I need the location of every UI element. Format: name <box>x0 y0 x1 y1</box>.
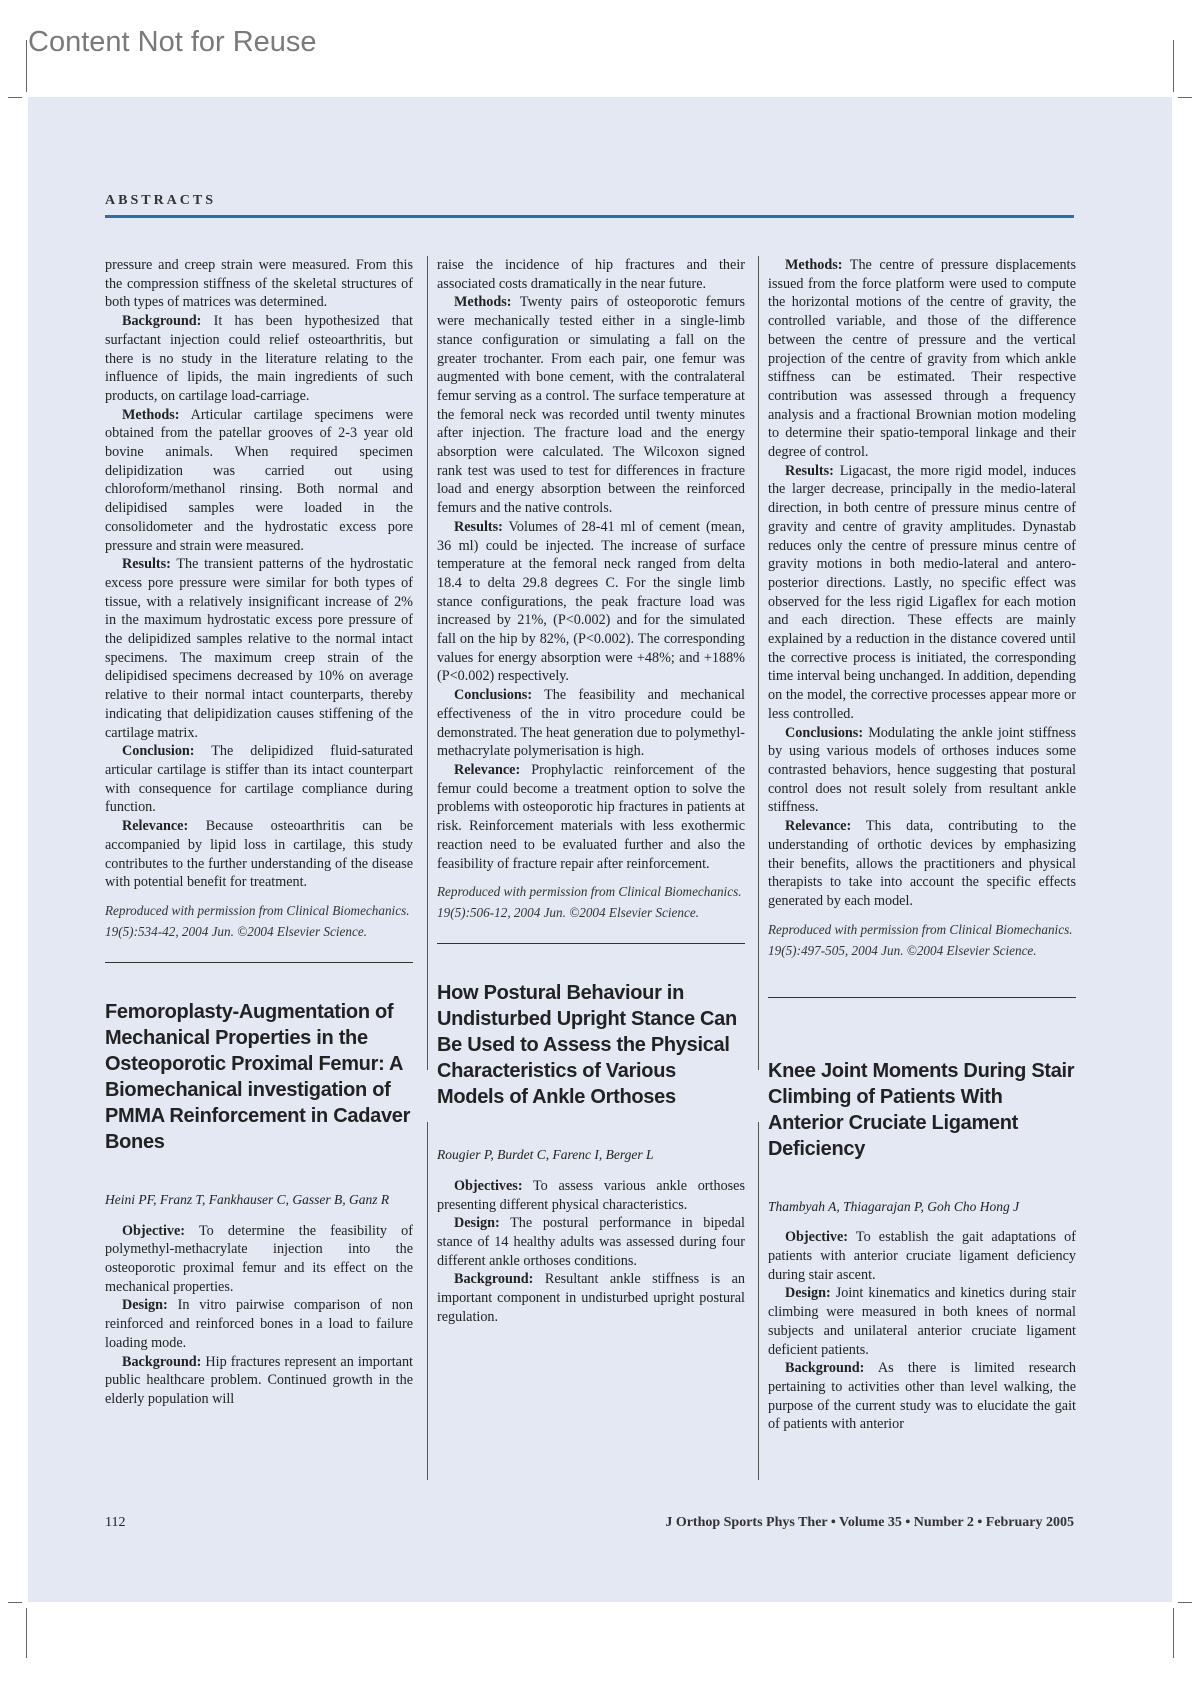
crop-mark <box>26 40 27 92</box>
paragraph: Background: Resultant ankle stiffness is an important component in undisturbed upright postural regulation. <box>437 1271 745 1325</box>
article-title: Knee Joint Moments During Stair Climbing of Patients With Anterior Cruciate Ligament Deficiency <box>768 1059 1075 1160</box>
paragraph: raise the incidence of hip fractures and their associated costs dramatically in the near future. <box>437 257 745 292</box>
paragraph: Methods: Articular cartilage specimens were obtained from the patellar grooves of 2-3 year old bovine animals. When required specimen delipidization was carried out using chloroform/methanol rinsing. Both normal and delipidised samples were loaded in the consolidometer and the hydrostatic excess pore pressure and strain were measured. <box>105 406 413 554</box>
column-divider <box>758 1122 759 1480</box>
paragraph: Design: In vitro pairwise comparison of non reinforced and reinforced bones in a load to failure loading mode. <box>105 1297 413 1351</box>
authors: Rougier P, Burdet C, Farenc I, Berger L <box>437 1147 654 1163</box>
authors: Heini PF, Franz T, Fankhauser C, Gasser B, Ganz R <box>105 1191 390 1207</box>
paragraph: Results: The transient patterns of the hydrostatic excess pore pressure were similar for both types of tissue, with a relatively insignificant increase of 2% in the maximum hydrostatic excess pore pressure of the delipidized samples relative to the normal intact specimens. The maximum creep strain of the delipidised specimens decreased by 10% on average relative to their normal intact counterparts, thereby indicating that delipidization causes stiffening of the cartilage matrix. <box>105 556 413 741</box>
crop-mark <box>1178 1602 1192 1603</box>
paragraph: Background: Hip fractures represent an important public healthcare problem. Continued growth in the elderly population will <box>105 1353 413 1407</box>
paragraph: Conclusions: Modulating the ankle joint stiffness by using various models of orthoses induces some contrasted behaviors, hence suggesting that postural control does not result solely from resultant ankle stiffness. <box>768 724 1076 816</box>
crop-mark <box>8 97 22 98</box>
authors: Thambyah A, Thiagarajan P, Goh Cho Hong J <box>768 1198 1020 1214</box>
journal-citation: J Orthop Sports Phys Ther • Volume 35 • Number 2 • February 2005 <box>665 1515 1074 1530</box>
crop-mark <box>1173 40 1174 92</box>
paragraph: Results: Ligacast, the more rigid model, induces the larger decrease, principally in the medio-lateral direction, in both centre of pressure minus centre of gravity and centre of gravity amplitudes. Dynastab reduces only the centre of pressure minus centre of gravity motions in both medio-lateral and antero-posterior directions. Lastly, no specific effect was observed for the less rigid Ligaflex for each motion and each direction. These effects are mainly explained by a reduction in the distance covered until the corrective process is initiated, the corresponding time interval being unchanged. In addition, depending on the model, the corrective processes appear more or less controlled. <box>768 462 1076 722</box>
paragraph: Relevance: Prophylactic reinforcement of the femur could become a treatment option to solve the problems with osteoporotic hip fractures in patients at risk. Reinforcement materials with less exothermic reaction need to be evaluated further and also the feasibility of fracture repair after reinforcement. <box>437 761 745 872</box>
credit-line: Reproduced with permission from Clinical Biomechanics. 19(5):506-12, 2004 Jun. ©2004 Elsevier Science. <box>437 884 742 921</box>
paragraph: Relevance: This data, contributing to the understanding of orthotic devices by emphasizing their benefits, allows the practitioners and physical therapists to take into account the specific effects generated by each model. <box>768 818 1076 909</box>
paragraph: Design: The postural performance in bipedal stance of 14 healthy adults was assessed during four different ankle orthoses conditions. <box>437 1215 745 1269</box>
header-rule <box>105 215 1074 218</box>
column-divider <box>758 256 759 1070</box>
divider <box>437 943 745 944</box>
crop-mark <box>26 1608 27 1658</box>
article-title: Femoroplasty-Augmentation of Mechanical Properties in the Osteoporotic Proximal Femur: A Biomechanical investigation of PMMA Reinforcement in Cadaver Bones <box>105 1000 411 1153</box>
paragraph: Conclusions: The feasibility and mechanical effectiveness of the in vitro procedure could be demonstrated. The heat generation due to polymethyl-methacrylate polymerisation is high. <box>437 687 745 760</box>
paragraph: Conclusion: The delipidized fluid-saturated articular cartilage is stiffer than its intact counterpart with consequence for cartilage compliance during function. <box>105 743 413 816</box>
paragraph: Objective: To establish the gait adaptations of patients with anterior cruciate ligament deficiency during stair ascent. <box>768 1229 1076 1283</box>
crop-mark <box>8 1602 22 1603</box>
watermark: Content Not for Reuse <box>28 26 317 58</box>
paragraph: pressure and creep strain were measured. From this the compression stiffness of the skeletal structures of both types of matrices was determined. <box>105 257 413 311</box>
article-title: How Postural Behaviour in Undisturbed Upright Stance Can Be Used to Assess the Physical Characteristics of Various Models of Ankle Orthoses <box>437 982 737 1109</box>
paragraph: Background: As there is limited research pertaining to activities other than level walking, the purpose of the current study was to elucidate the gait of patients with anterior <box>768 1360 1076 1433</box>
paragraph: Methods: The centre of pressure displacements issued from the force platform were used to compute the horizontal motions of the centre of gravity, the controlled variable, and those of the difference between the centre of pressure and the vertical projection of the centre of gravity from which ankle stiffness can be estimated. Their respective contribution was assessed through a frequency analysis and a fractional Brownian motion modeling to determine their spatio-temporal linkage and their degree of control. <box>768 257 1076 461</box>
section-label: ABSTRACTS <box>105 193 217 208</box>
credit-line: Reproduced with permission from Clinical Biomechanics. 19(5):497-505, 2004 Jun. ©2004 Elsevier Science. <box>768 921 1073 958</box>
column-2 <box>437 256 745 1327</box>
divider <box>105 962 413 963</box>
crop-mark <box>1178 97 1192 98</box>
paragraph: Relevance: Because osteoarthritis can be accompanied by lipid loss in cartilage, this study contributes to the further understanding of the disease with potential benefit for treatment. <box>105 818 413 891</box>
page-number: 112 <box>105 1515 126 1530</box>
column-3 <box>768 256 1076 1434</box>
divider <box>768 997 1076 998</box>
column-1 <box>105 256 413 1409</box>
paragraph: Results: Volumes of 28-41 ml of cement (mean, 36 ml) could be injected. The increase of surface temperature at the femoral neck ranged from delta 18.4 to delta 29.8 degrees C. For the single limb stance configurations, the peak fracture load was increased by 21%, (P<0.002) and for the simulated fall on the hip by 82%, (P<0.002). The corresponding values for energy absorption were +48%; and +188% (P<0.002) respectively. <box>437 518 745 685</box>
paragraph: Objectives: To assess various ankle orthoses presenting different physical characteristics. <box>437 1177 745 1213</box>
column-divider <box>427 1122 428 1480</box>
credit-line: Reproduced with permission from Clinical Biomechanics. 19(5):534-42, 2004 Jun. ©2004 Elsevier Science. <box>105 902 410 939</box>
paragraph: Methods: Twenty pairs of osteoporotic femurs were mechanically tested either in a single-limb stance configuration or simulating a fall on the greater trochanter. From each pair, one femur was augmented with bone cement, with the contralateral femur serving as a control. The surface temperature at the femoral neck was recorded until twenty minutes after injection. The fracture load and the energy absorption were calculated. The Wilcoxon signed rank test was used to test for differences in fracture load and energy absorption between the reinforced femurs and the native controls. <box>437 294 745 517</box>
paragraph: Design: Joint kinematics and kinetics during stair climbing were measured in both knees of normal subjects and unilateral anterior cruciate ligament deficient patients. <box>768 1285 1076 1358</box>
paragraph: Background: It has been hypothesized that surfactant injection could relief osteoarthritis, but there is no study in the literature relating to the influence of lipids, the main ingredients of such products, on cartilage load-carriage. <box>105 313 413 404</box>
crop-mark <box>1173 1608 1174 1658</box>
column-divider <box>427 256 428 1070</box>
paragraph: Objective: To determine the feasibility of polymethyl-methacrylate injection into the osteoporotic proximal femur and its effect on the mechanical properties. <box>105 1222 413 1295</box>
